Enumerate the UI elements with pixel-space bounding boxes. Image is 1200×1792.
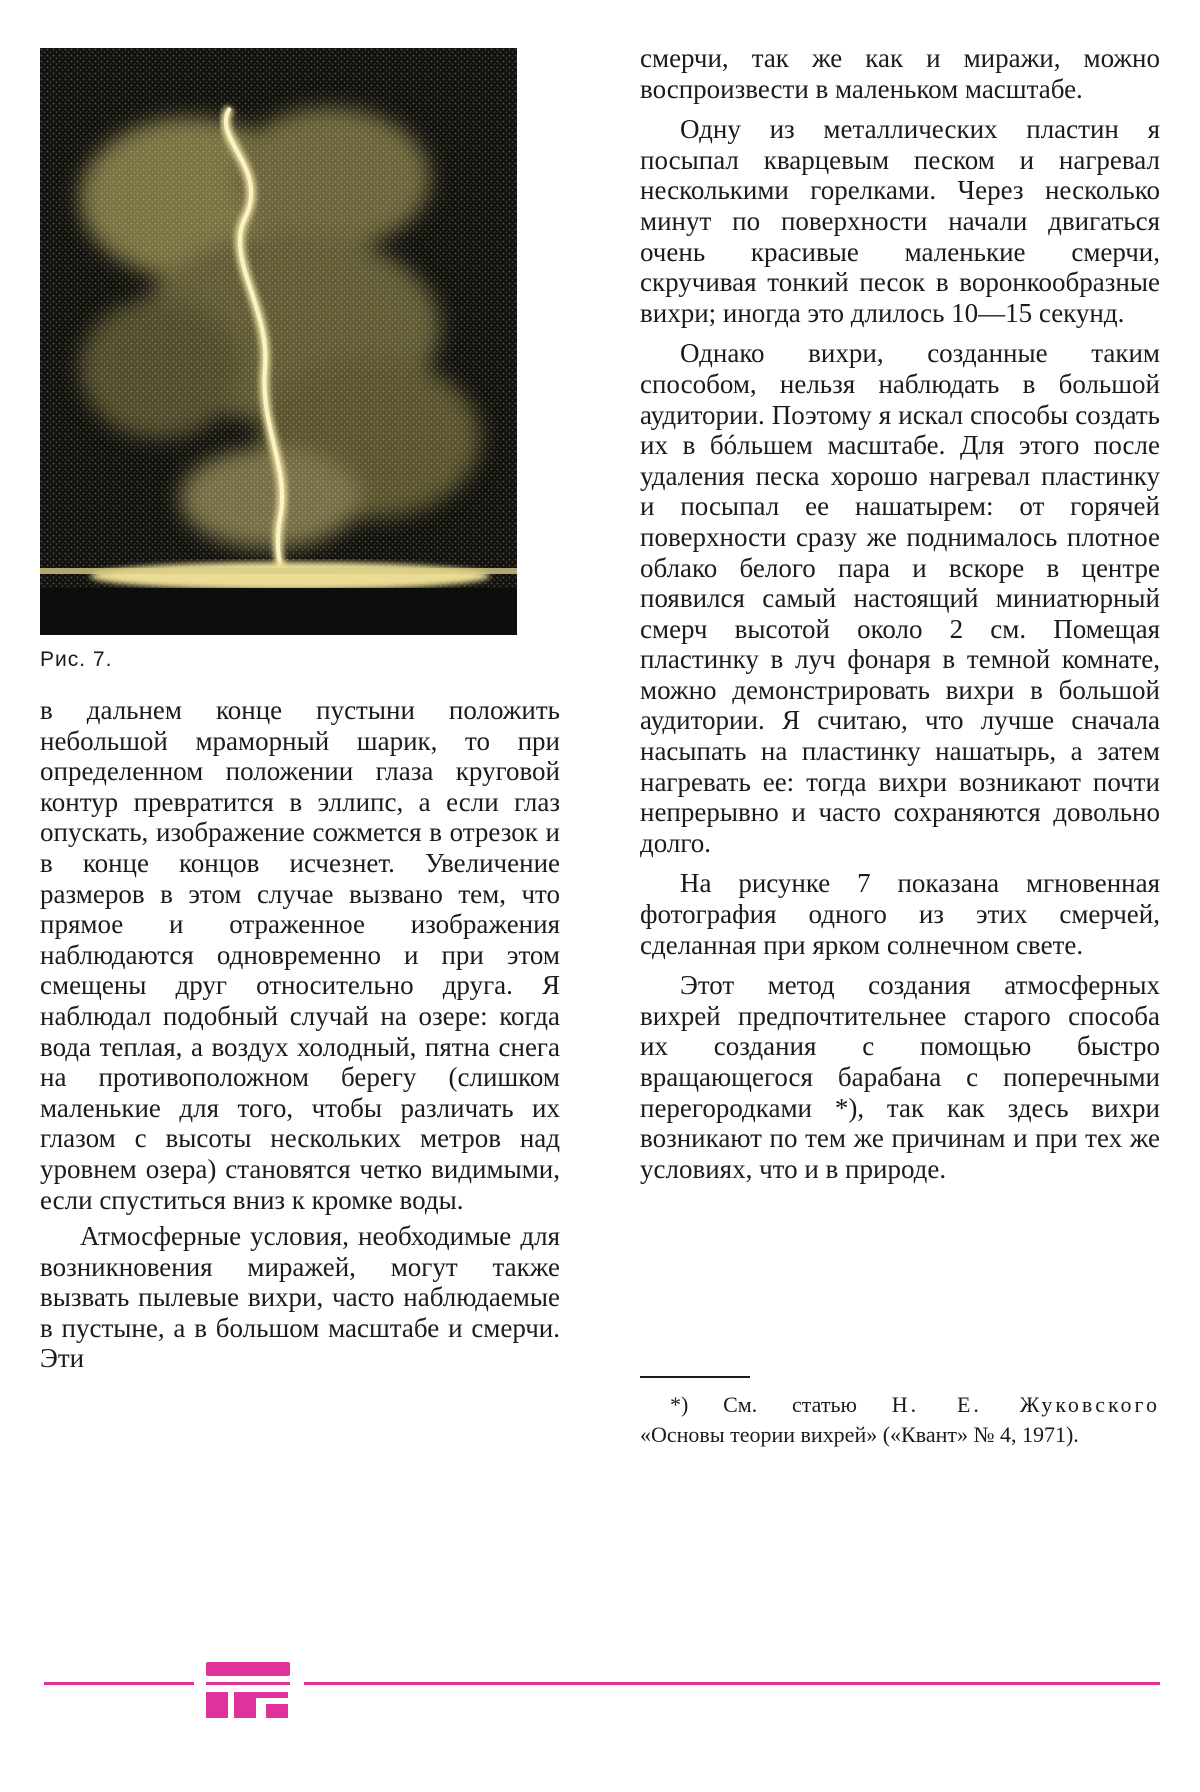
tornado-photo-icon	[40, 48, 517, 635]
paragraph: в дальнем конце пустыни положить небольшой мраморный шарик, то при определенном положении глаза круговой контур превратится в эллипс, а если глаз опускать, изображение сожмется в отрезок и в конце концов исчезнет. Увеличение размеров в этом случае вызвано тем, что прямое и отраженное изображения наблюдаются одновременно и при этом смещены друг относительно друга. Я наблюдал подобный случай на озере: когда вода теплая, а воздух холодный, пятна снега на противоположном берегу (слишком маленькие для того, чтобы различать их глазом с высоты нескольких метров над уровнем озера) становятся четко видимыми, если спуститься вниз к кромке воды.	[40, 695, 560, 1215]
footnote-divider	[640, 1376, 750, 1378]
paragraph: Этот метод создания атмосферных вихрей предпочтительнее старого способа их создания с помощью быстро вращающегося барабана с поперечными перегородками *), так как здесь вихри возникают по тем же причинам и при тех же условиях, что и в природе.	[640, 970, 1160, 1184]
paragraph: На рисунке 7 показана мгновенная фотография одного из этих смерчей, сделанная при ярком солнечном свете.	[640, 868, 1160, 960]
paragraph: смерчи, так же как и миражи, можно воспроизвести в маленьком масштабе.	[640, 43, 1160, 104]
paragraph: Однако вихри, созданные таким способом, нельзя наблюдать в большой аудитории. Поэтому я искал способы создать их в бóльшем масштабе. Для этого после удаления песка хорошо нагревал пластинку и посыпал ее нашатырем: от горячей поверхности сразу же поднималось плотное облако белого пара и вскоре в центре появился самый настоящий миниатюрный смерч высотой около 2 см. Помещая пластинку в луч фонаря в темной комнате, можно демонстрировать вихри в большой аудитории. Я считаю, что лучше сначала насыпать на пластинку нашатырь, а затем нагревать ее: тогда вихри возникают почти непрерывно и часто сохраняются довольно долго.	[640, 338, 1160, 858]
footnote-prefix: *) См. статью	[670, 1392, 857, 1417]
footnote	[640, 1390, 1160, 1450]
paragraph: Атмосферные условия, необходимые для возникновения миражей, могут также вызвать пылевые вихри, часто наблюдаемые в пустыне, а в большом масштабе и смерчи. Эти	[40, 1221, 560, 1374]
paragraph: Одну из металлических пластин я посыпал кварцевым песком и нагревал несколькими горелками. Через несколько минут по поверхности начали двигаться очень красивые маленькие смерчи, скручивая тонкий песок в воронкообразные вихри; иногда это длилось 10—15 секунд.	[640, 114, 1160, 328]
kvant-logo-icon	[200, 1658, 296, 1722]
tornado-photo	[40, 48, 517, 635]
right-column	[640, 43, 1160, 1184]
left-column	[40, 695, 560, 1374]
decorative-rule-left	[44, 1682, 194, 1685]
footnote-author: Н. Е. Жуковского	[891, 1392, 1160, 1417]
figure-caption: Рис. 7.	[40, 648, 113, 671]
footnote-line-1	[640, 1390, 1160, 1420]
footnote-line-2: «Основы теории вихрей» («Квант» № 4, 1971).	[640, 1422, 1079, 1447]
decorative-rule-right	[304, 1682, 1160, 1685]
